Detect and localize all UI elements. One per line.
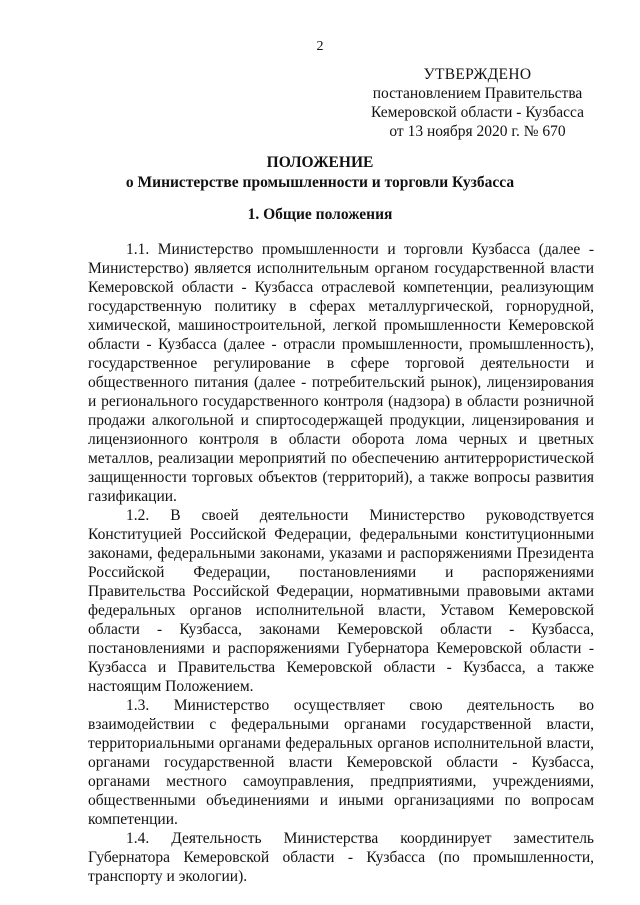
approval-title: УТВЕРЖДЕНО: [423, 66, 532, 83]
approval-date: от 13 ноября 2020 г. № 670: [389, 123, 566, 140]
approval-stamp: [355, 65, 600, 141]
document-title: [0, 153, 640, 193]
title-subheading: о Министерстве промышленности и торговли Кузбасса: [125, 174, 515, 191]
document-body: [88, 240, 594, 886]
approval-line: постановлением Правительства: [372, 85, 583, 102]
section-heading: 1. Общие положения: [247, 206, 393, 223]
page-number: 2: [316, 39, 324, 54]
title-heading: ПОЛОЖЕНИЕ: [266, 154, 374, 171]
approval-line: Кемеровской области - Кузбасса: [371, 104, 584, 121]
paragraph-1-1: 1.1. Министерство промышленности и торговли Кузбасса (далее - Министерство) является исполнительным органом государственной власти Кемеровской области - Кузбасса отраслевой компетенции, реализующим государственную политику в сферах металлургической, горнорудной, химической, машиностроительной, легкой промышленности Кемеровской области - Кузбасса (далее - отрасли промышленности, промышленность), государственное регулирование в сфере торговой деятельности и общественного питания (далее - потребительский рынок), лицензирования и регионального государственного контроля (надзора) в области розничной продажи алкогольной и спиртосодержащей продукции, лицензирования и лицензионного контроля в области оборота лома черных и цветных металлов, реализации мероприятий по обеспечению антитеррористической защищенности торговых объектов (территорий), а также вопросы развития газификации.: [88, 241, 594, 505]
paragraph-1-4: 1.4. Деятельность Министерства координирует заместитель Губернатора Кемеровской области - Кузбасса (по промышленности, транспорту и экологии).: [88, 830, 594, 885]
paragraph-1-2: 1.2. В своей деятельности Министерство руководствуется Конституцией Российской Федерации, федеральными конституционными законами, федеральными законами, указами и распоряжениями Президента Российской Федерации, постановлениями и распоряжениями Правительства Российской Федерации, нормативными правовыми актами федеральных органов исполнительной власти, Уставом Кемеровской области - Кузбасса, законами Кемеровской области - Кузбасса, постановлениями и распоряжениями Губернатора Кемеровской области - Кузбасса и Правительства Кемеровской области - Кузбасса, а также настоящим Положением.: [88, 507, 594, 695]
paragraph-1-3: 1.3. Министерство осуществляет свою деятельность во взаимодействии с федеральными органами государственной власти, территориальными органами федеральных органов исполнительной власти, органами государственной власти Кемеровской области - Кузбасса, органами местного самоуправления, предприятиями, учреждениями, общественными объединениями и иными организациями по вопросам компетенции.: [88, 697, 594, 828]
